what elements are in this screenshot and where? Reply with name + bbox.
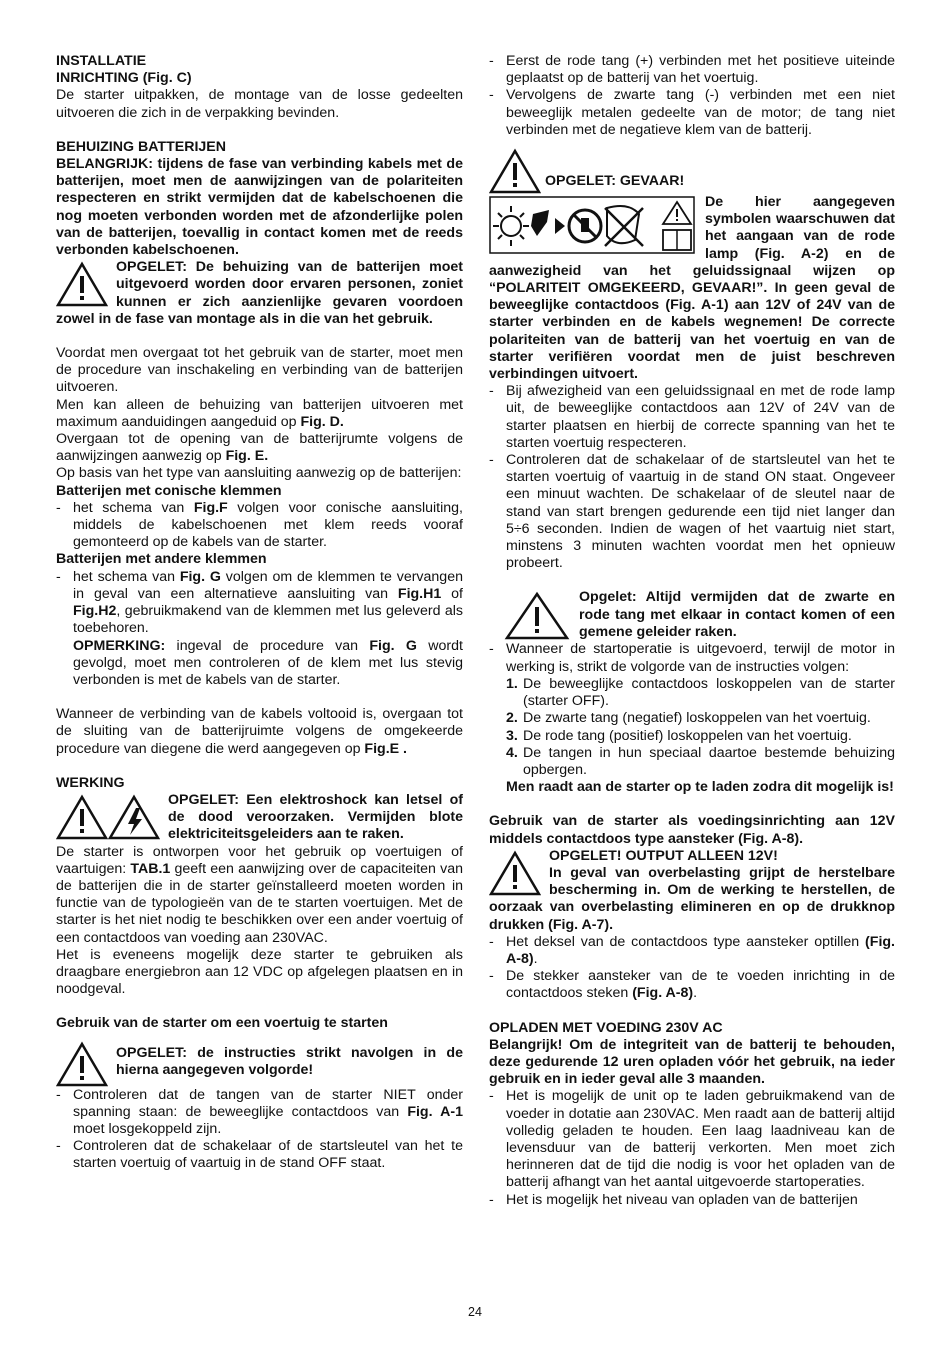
page-number: 24 bbox=[468, 1305, 482, 1319]
warning-behuizing bbox=[56, 259, 463, 328]
list-item-afwezigheid: - Bij afwezigheid van een geluidssignaal en met de rode lamp uit, de beweeglijke contactdoos aan 12V of 24V van de starter plaatsen en hierbij de correcte spanning van het te starten voertuig respecteren. bbox=[489, 383, 895, 451]
warning-triangle-icon bbox=[56, 1041, 108, 1087]
heading-opladen: OPLADEN MET VOEDING 230V AC bbox=[489, 1019, 723, 1036]
paragraph-belangrijk: BELANGRIJK: tijdens de fase van verbinding kabels met de batterijen, moet men de aanwijzingen van de polariteiten respecteren en strikt vermijden dat de kabelschoenen die nog moeten verbonden worden met de afzonderlijke polen van de batterijen, toevallig in contact komen met de reeds verbonden kabelschoenen. bbox=[56, 156, 463, 259]
paragraph-het-is: Het is eveneens mogelijk deze starter te gebruiken als draagbare energiebron aan 12 VDC op afgelegen plaatsen en in noodgeval. bbox=[56, 946, 463, 998]
list-item-wanneer: - Wanneer de startoperatie is uitgevoerd, terwijl de motor in werking is, strikt de volgorde van de instructies volgen: bbox=[489, 641, 895, 675]
paragraph-starter: De starter is ontworpen voor het gebruik op voertuigen of vaartuigen: TAB.1 geeft een aanwijzing over de capaciteiten van de batterijen die in de starter geïnstalleerd moeten worden in functie van de typologieën van de te starten voertuigen. Met de starter is het niet nodig te beschikken over een ander voertuig of een contactdoos van voeding aan 230VAC. bbox=[56, 843, 463, 946]
paragraph-men-kan: Men kan alleen de behuizing van batterijen uitvoeren met maximum aanduidingen aangeduid op Fig. D. bbox=[56, 396, 463, 430]
warning-zwarte-rode bbox=[489, 589, 895, 641]
list-item-controleren: - Controleren dat de schakelaar of de startsleutel van het te starten voertuig of vaartuig in de stand ON staat. Ongeveer een minuut wachten. De schakelaar of de sleutel naar de stand van start brengen gedurende een tijd niet langer dan 5÷6 seconden. Indien de wagen of het vaartuig niet start, minstens 3 minuten wachten voordat men het opnieuw probeert. bbox=[489, 452, 895, 572]
heading-voeding: Gebruik van de starter als voedingsinrichting aan 12V middels contactdoos type aansteker (Fig. A-8). bbox=[489, 813, 895, 847]
list-item-tangen: - Controleren dat de tangen van de starter NIET onder spanning staan: de beweeglijke contactdoos van Fig. A-1 moet losgekoppeld zijn. bbox=[56, 1086, 463, 1137]
spark-explosion-warning-icon bbox=[489, 196, 695, 254]
warning-triangle-icon bbox=[489, 148, 541, 194]
paragraph-overbelasting: In geval van overbelasting grijpt de herstelbare bescherming in. Om de werking te herstellen, de oorzaak van overbelasting elimineren en op de drukknop drukken (Fig. A-7). bbox=[489, 864, 895, 933]
paragraph-opmerking: OPMERKING: ingeval de procedure van Fig. G wordt gevolgd, moet men controleren of de klem met lus stevig verbonden is met de kabels van de starter. bbox=[73, 637, 463, 688]
list-item-zwarte-tang: - Vervolgens de zwarte tang (-) verbinden met een niet beweeglijk metalen gedeelte van de motor; de tang niet verbinden met de negatieve klem van de batterij. bbox=[489, 87, 895, 138]
paragraph-opgelet-instructies: OPGELET: de instructies strikt navolgen in de hierna aangegeven volgorde! bbox=[116, 1044, 463, 1078]
paragraph-symbolen: De hier aangegeven symbolen waarschuwen dat het aangaan van de rode lamp (Fig. A-2) en de aanwezigheid van het geluidssignaal wijzen op “POLARITEIT OMGEKEERD, GEVAAR!”. In geen geval de beweeglijke contactdoos (Fig. A-1) aan 12V of 24V van de starter verbinden en de kabels wegnemen! De correcte polariteiten van de batterij van het voertuig en van de starter verifiëren voordat men de juist beschreven verbindingen uitvoert. bbox=[489, 194, 895, 383]
paragraph-voordat: Voordat men overgaat tot het gebruik van de starter, moet men de procedure van inschakeling en verbinding van de batterijen uitvoeren. bbox=[56, 345, 463, 396]
paragraph-opgelet-shock: OPGELET: Een elektroshock kan letsel of de dood veroorzaken. Vermijden blote elektriciteitsgeleiders aan te raken. bbox=[168, 791, 463, 843]
warning-electric-icon bbox=[56, 794, 160, 840]
paragraph-op-basis: Op basis van het type van aansluiting aanwezig op de batterijen: bbox=[56, 465, 462, 482]
list-item-rode-tang: - Eerst de rode tang (+) verbinden met het positieve uiteinde geplaatst op de batterij van het voertuig. bbox=[489, 53, 895, 87]
list-item-step-4: 4. De tangen in hun speciaal daartoe bestemde behuizing opbergen. bbox=[506, 744, 895, 778]
heading-gebruik: Gebruik van de starter om een voertuig te starten bbox=[56, 1015, 388, 1032]
paragraph-overgaan: Overgaan tot de opening van de batterijrumte volgens de aanwijzingen aanwezig op Fig. E. bbox=[56, 431, 463, 465]
paragraph-wanneer: Wanneer de verbinding van de kabels voltooid is, overgaan tot de sluiting van de batterijruimte volgens de omgekeerde procedure van diegene die werd aangegeven op Fig.E . bbox=[56, 706, 463, 757]
paragraph-output: OPGELET! OUTPUT ALLEEN 12V! bbox=[549, 847, 778, 864]
left-column bbox=[56, 53, 463, 1173]
list-item-unit: - Het is mogelijk de unit op te laden gebruikmakend van de voeder in dotatie aan 230VAC. Men raadt aan de batterij altijd volledig geladen te houden. Een laag laadniveau kan de levensduur van de batterij verkorten. Men moet zich herinneren dat de tijd die nodig is voor het opladen van de batterij afhangt van het aantal uitgevoerde startoperaties. bbox=[489, 1088, 895, 1191]
warning-shock bbox=[56, 792, 463, 844]
paragraph-opgelet-behuizing: OPGELET: De behuizing van de batterijen moet uitgevoerd worden door ervaren personen, zoniet kunnen er zich aanzienlijke gevaren voordoen zowel in de fase van montage als in die van het gebruik. bbox=[56, 259, 463, 327]
numbered-list bbox=[489, 676, 895, 796]
list-item-schakelaar: - Controleren dat de schakelaar of de startsleutel van het te starten voertuig of vaartuig in de stand OFF staat. bbox=[56, 1138, 463, 1172]
heading-installatie: INSTALLATIE bbox=[56, 53, 147, 69]
heading-werking: WERKING bbox=[56, 774, 125, 791]
warning-gevaar-heading bbox=[489, 156, 895, 194]
list-item-step-1: 1. De beweeglijke contactdoos loskoppelen van de starter (starter OFF). bbox=[506, 675, 895, 710]
paragraph-men-raadt: Men raadt aan de starter op te laden zodra dit mogelijk is! bbox=[506, 779, 894, 796]
list-item-andere: - het schema van Fig. G volgen om de klemmen te vervangen in geval van een alternatieve aansluiting van Fig.H1 of Fig.H2, gebruikmakend van de klemmen met lus geleverd als toebehoren. bbox=[56, 568, 464, 637]
warning-instructies bbox=[56, 1039, 463, 1087]
list-item-conische: - het schema van Fig.F volgen voor conische aansluiting, middels de kabelschoenen met klem reeds vooraf gemonteerd op de kabels van de starter. bbox=[56, 499, 463, 551]
warning-triangle-icon bbox=[489, 850, 541, 896]
warning-output bbox=[489, 848, 895, 934]
list-item-step-2: 2. De zwarte tang (negatief) loskoppelen van het voertuig. bbox=[506, 710, 871, 727]
heading-andere: Batterijen met andere klemmen bbox=[56, 551, 267, 568]
warning-triangle-icon bbox=[503, 591, 571, 641]
warning-triangle-icon bbox=[56, 261, 108, 307]
right-column bbox=[489, 53, 895, 1209]
list-item-niveau: - Het is mogelijk het niveau van opladen van de batterijen bbox=[489, 1191, 858, 1208]
paragraph-inrichting: De starter uitpakken, de montage van de losse gedeelten uitvoeren die zich in de verpakking bevinden. bbox=[56, 87, 463, 121]
heading-behuizing: BEHUIZING BATTERIJEN bbox=[56, 138, 226, 155]
gevaar-block bbox=[489, 194, 895, 383]
paragraph-belangrijk-opladen: Belangrijk! Om de integriteit van de batterij te behouden, deze gedurende 12 uren opladen vóór het gebruik, na ieder gebruik en in ieder geval alle 3 maanden. bbox=[489, 1036, 895, 1088]
heading-conische: Batterijen met conische klemmen bbox=[56, 482, 282, 499]
heading-gevaar: OPGELET: GEVAAR! bbox=[545, 173, 685, 190]
list-item-stekker: - De stekker aansteker van de te voeden inrichting in de contactdoos steken (Fig. A-8). bbox=[489, 968, 895, 1002]
list-item-deksel: - Het deksel van de contactdoos type aansteker optillen (Fig. A-8). bbox=[489, 933, 895, 967]
list-item-step-3: 3. De rode tang (positief) loskoppelen van het voertuig. bbox=[506, 727, 852, 744]
paragraph-opgelet-zwarte: Opgelet: Altijd vermijden dat de zwarte en rode tang met elkaar in contact komen of een gemene geleider raken. bbox=[579, 589, 895, 640]
heading-inrichting: INRICHTING (Fig. C) bbox=[56, 70, 192, 87]
